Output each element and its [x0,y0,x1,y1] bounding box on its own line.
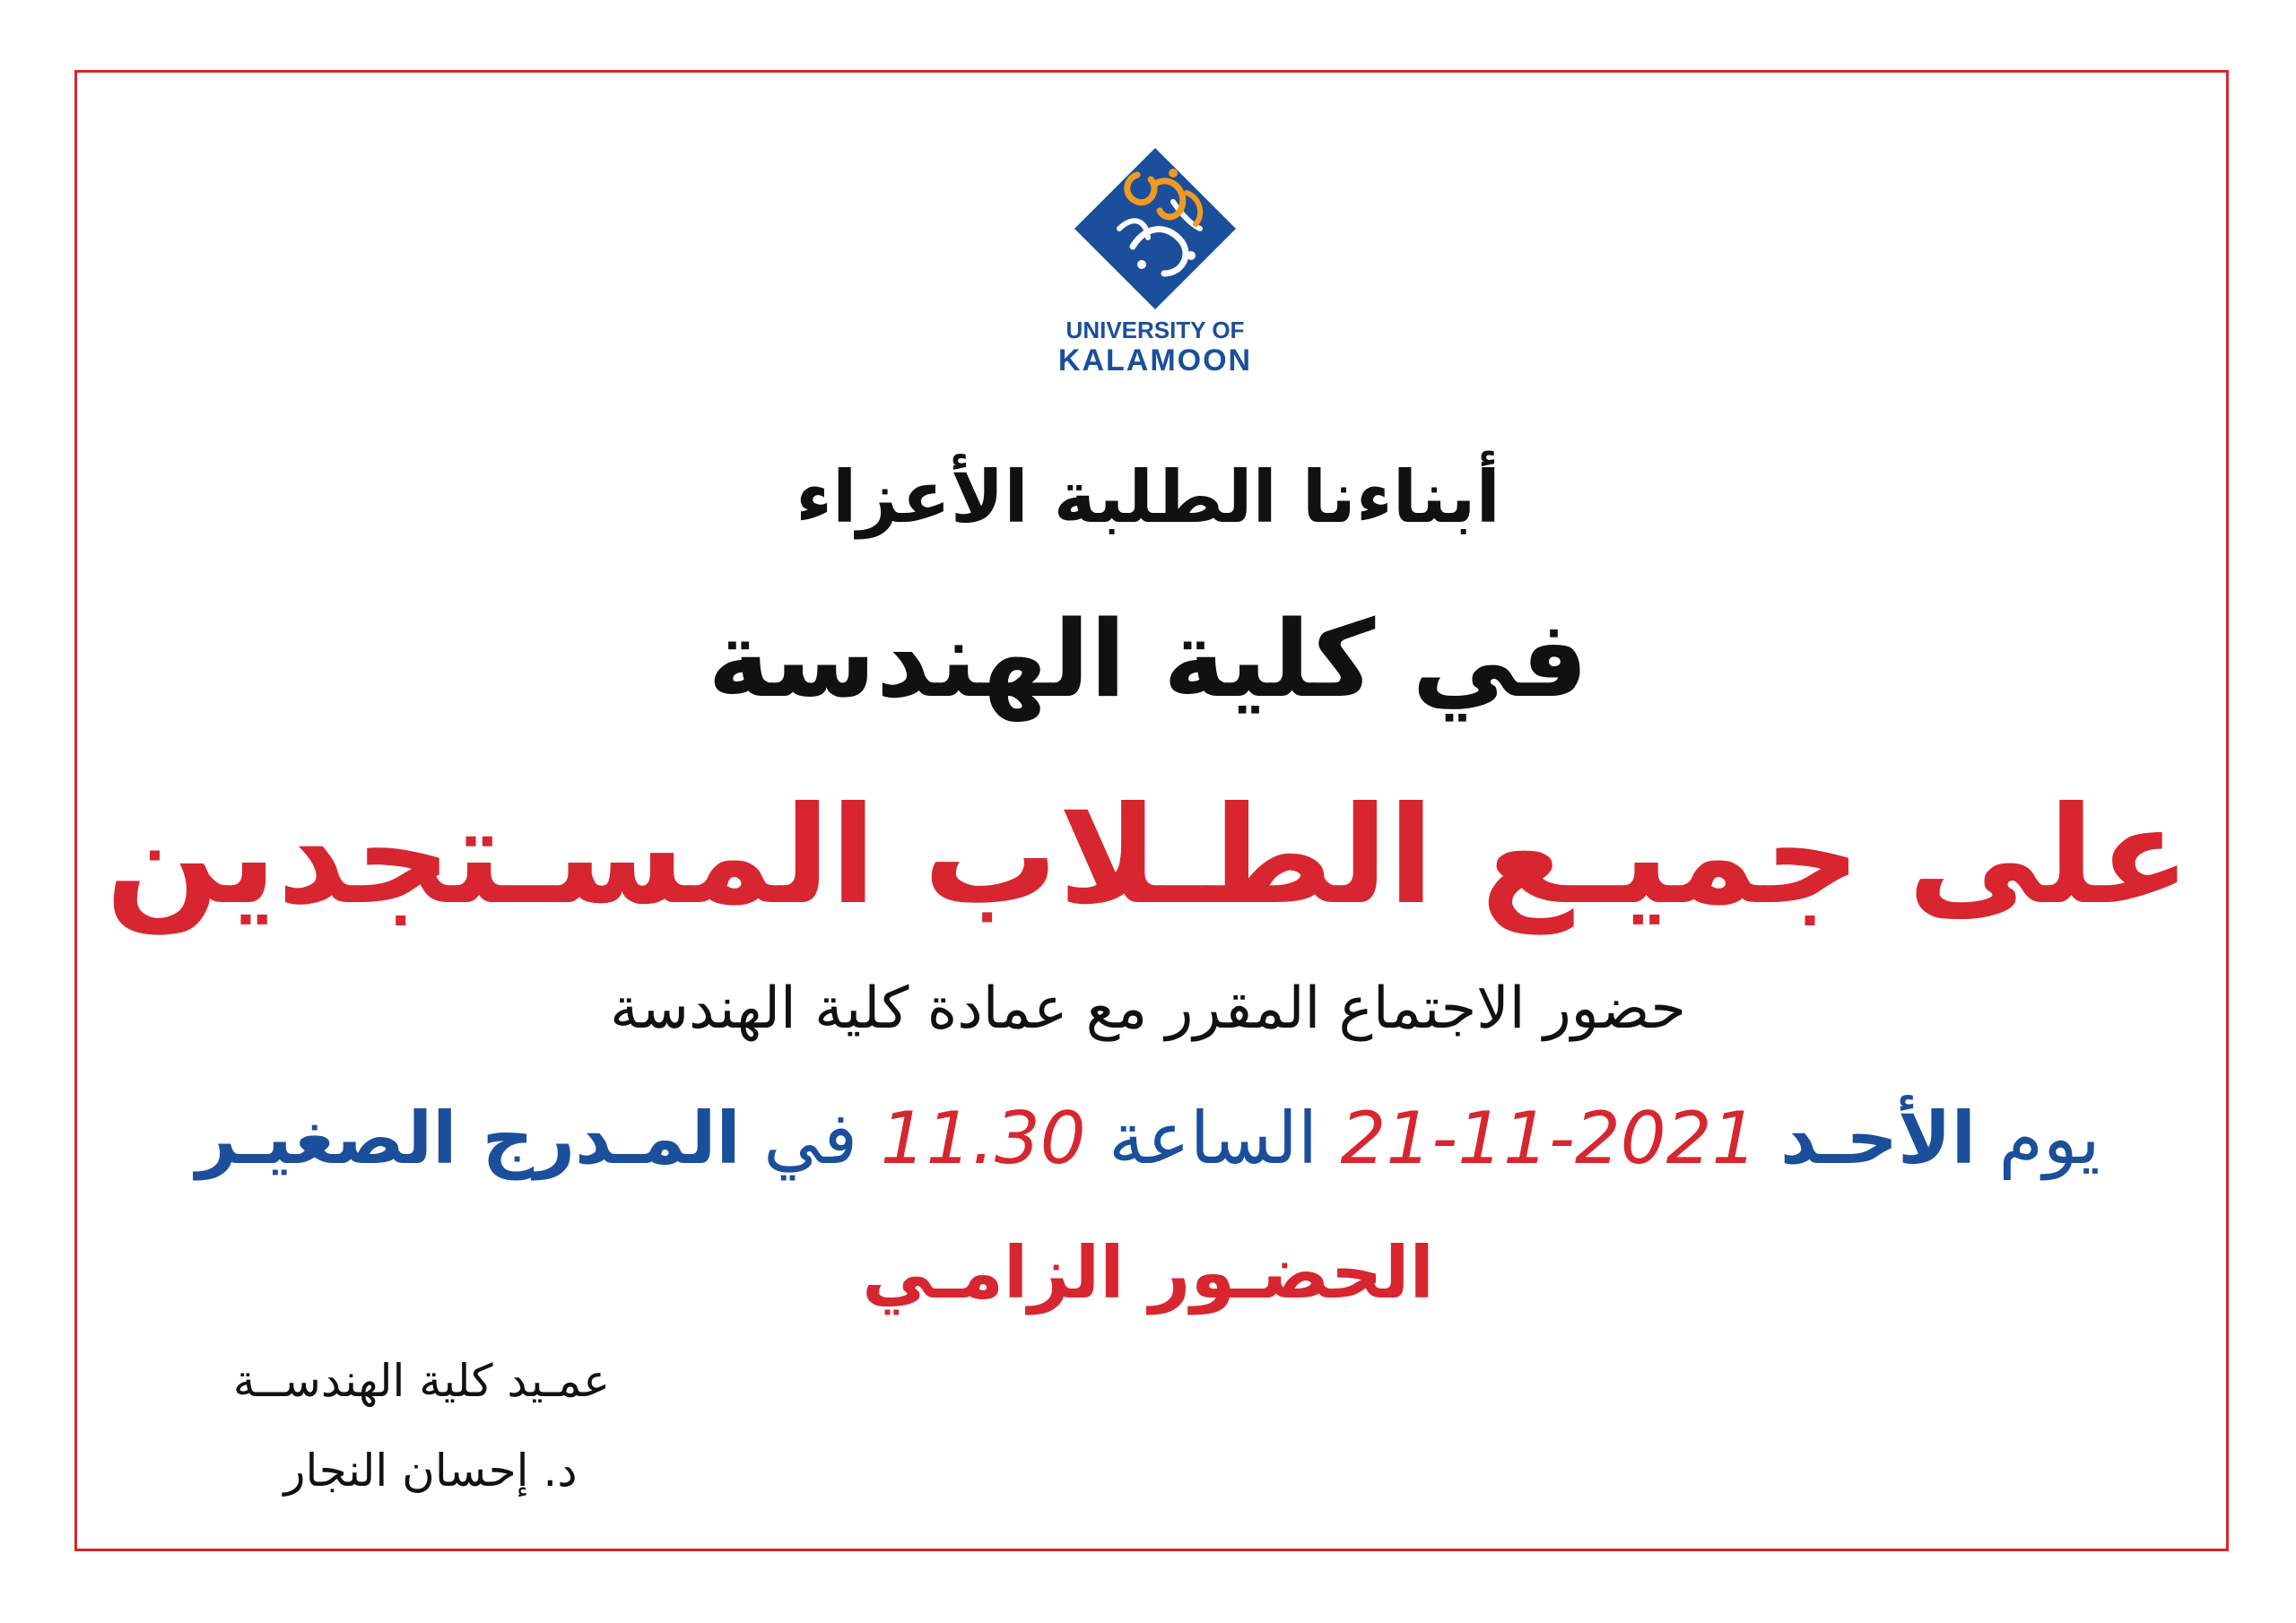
meeting-date: 21-11-2021 [1340,1097,1758,1180]
dean-name: د. إحسان النجار [283,1445,578,1497]
greeting-heading: أبناءنا الطلبة الأعزاء [796,456,1500,539]
in-label: في [763,1097,858,1180]
meeting-time: 11.30 [880,1097,1086,1180]
venue-name: المـدرج الصغيـر [196,1097,741,1180]
day-name: الأحـد [1779,1097,1977,1180]
announcement-headline: على جميـع الطـلاب المسـتجدين [105,778,2191,934]
logo-text-line2: KALAMOON [1057,343,1253,378]
schedule-line [0,1089,2296,1188]
meeting-subtitle: حضور الاجتماع المقرر مع عمادة كلية الهندسة [610,976,1686,1042]
day-prefix: يوم [1998,1097,2100,1180]
time-label: الساعة [1109,1097,1318,1180]
mandatory-attendance: الحضـور الزامـي [862,1231,1434,1315]
university-logo [1048,139,1263,381]
faculty-heading: في كلية الهندسة [708,597,1588,721]
logo-text-line1: UNIVERSITY OF [1065,317,1245,343]
dean-title: عمـيد كلية الهندســة [232,1355,611,1407]
